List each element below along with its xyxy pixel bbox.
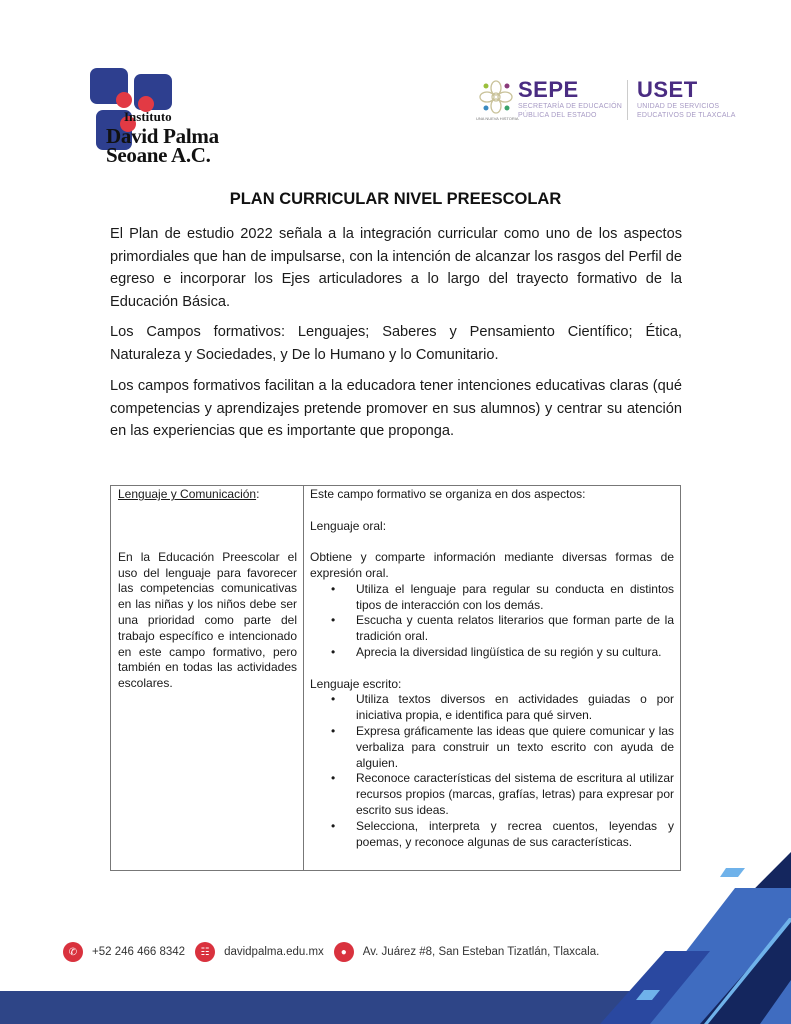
written-list-item: • Expresa gráficamente las ideas que quiere comunicar y las verbaliza para construir un texto escrito con ayuda de alguien. [356,724,674,771]
oral-list-item: • Escucha y cuenta relatos literarios que forman parte de la tradición oral. [356,613,674,645]
flower-emblem-icon [478,79,514,115]
emblem-caption: UNA NUEVA HISTORIA [476,116,519,121]
logo-text-surname: Seoane A.C. [106,143,211,167]
document-title: PLAN CURRICULAR NIVEL PREESCOLAR [229,190,562,208]
logo-text-instituto: Instituto [124,109,172,124]
sepe-subtitle-1: SECRETARÍA DE EDUCACIÓN [518,103,623,110]
field-heading-colon: : [256,487,260,501]
written-list-item: • Selecciona, interpreta y recrea cuentos, leyendas y poemas, y reconoce algunas de sus características. [356,819,674,851]
written-list-item: • Reconoce características del sistema de escritura al utilizar recursos propios (marcas, grafías, letras) para expresar por escrito sus ideas. [356,771,674,818]
phone-number[interactable]: +52 246 466 8342 [92,946,186,958]
uset-subtitle-2: EDUCATIVOS DE TLAXCALA [637,112,736,119]
oral-list-item: • Aprecia la diversidad lingüística de su región y su cultura. [356,645,674,661]
logo-dot-1 [116,92,132,108]
logo-divider [627,80,628,120]
written-heading: Lenguaje escrito: [310,676,402,691]
location-pin-icon: ● [334,942,354,962]
oral-intro: Obtiene y comparte información mediante diversas formas de expresión oral. [310,550,674,580]
contact-bar [63,940,609,964]
paragraph-educadora: Los campos formativos facilitan a la educadora tener intenciones educativas claras (qué competencias y aprendizajes pretende promover en sus alumnos) y centrar su atención en las experiencias que es importante que proponga. [110,378,682,439]
table-column-divider [303,486,304,870]
oral-list [310,582,674,661]
sepe-uset-logo [476,77,746,127]
table-left-cell [118,487,297,692]
address: Av. Juárez #8, San Esteban Tizatlán, Tlaxcala. [362,946,600,958]
uset-subtitle-1: UNIDAD DE SERVICIOS [637,103,720,110]
footer-decoration [0,840,791,1024]
paragraph-campos: Los Campos formativos: Lenguajes; Saberes y Pensamiento Científico; Ética, Naturaleza y Sociedades, y De lo Humano y lo Comunitario. [110,324,682,363]
website-link[interactable]: davidpalma.edu.mx [224,946,324,958]
sepe-title: SEPE [518,77,579,102]
uset-title: USET [637,77,698,102]
written-list [310,692,674,850]
sepe-subtitle-2: PÚBLICA DEL ESTADO [518,112,597,119]
institute-logo [88,66,268,166]
table-right-cell [310,487,674,850]
field-description: En la Educación Preescolar el uso del lenguaje para favorecer las competencias comunicativas en las niñas y los niños debe ser una prioridad como parte del trabajo específico e intencionado en este campo formativo, pero también en todas las actividades escolares. [118,549,297,691]
oral-heading: Lenguaje oral: [310,518,387,533]
aspects-intro: Este campo formativo se organiza en dos aspectos: [310,487,586,501]
phone-icon: ✆ [63,942,83,962]
paragraph-intro: El Plan de estudio 2022 señala a la integración curricular como uno de los aspectos primordiales que han de impulsarse, con la intención de alcanzar los rasgos del Perfil de egreso e incorporar los Ejes articuladores a lo largo del trayecto formativo de la Educación Básica. [110,226,682,310]
curriculum-table [110,485,681,871]
field-heading: Lenguaje y Comunicación [118,487,257,501]
oral-list-item: • Utiliza el lenguaje para regular su conducta en distintos tipos de interacción con los demás. [356,582,674,614]
logo-text-name: David Palma [106,124,219,148]
globe-icon: ☷ [195,942,215,962]
written-list-item: • Utiliza textos diversos en actividades guiadas o por iniciativa propia, e identifica para qué sirven. [356,692,674,724]
